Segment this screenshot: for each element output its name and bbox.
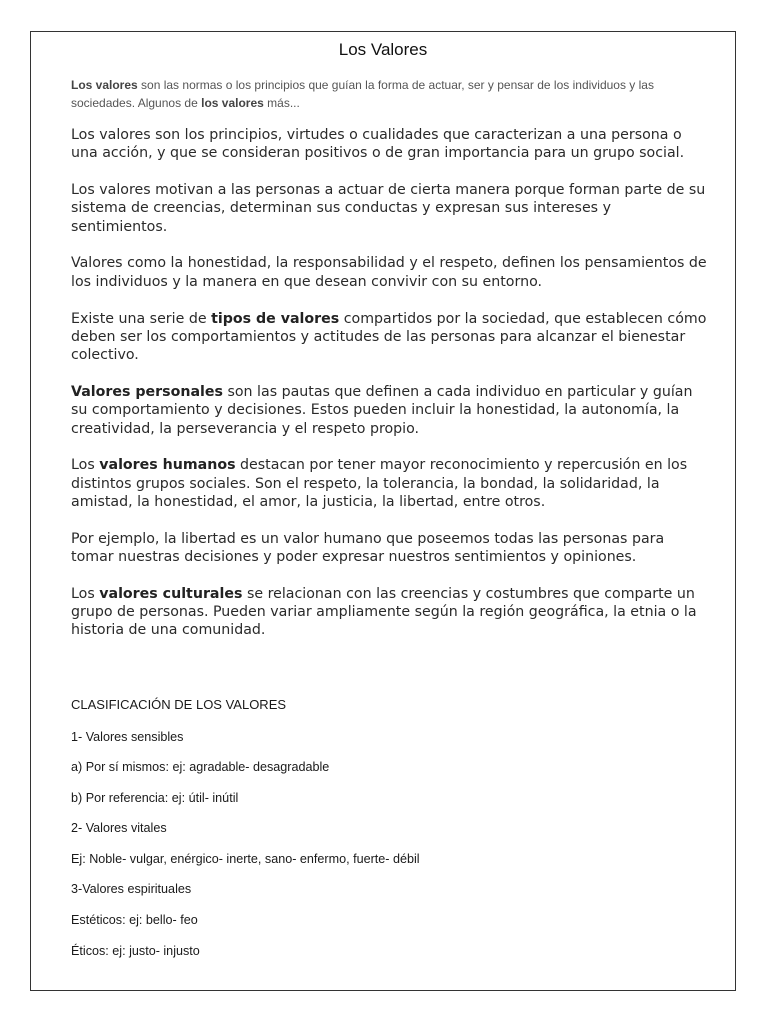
intro-bold-term: Los valores [71, 78, 138, 92]
intro-bold-term: los valores [201, 96, 264, 110]
paragraph-text: Los valores motivan a las personas a actuar de cierta manera porque forman parte de su sistema de creencias, determinan sus conductas y expresan sus intereses y sentimientos. [71, 182, 706, 235]
paragraph-types [71, 310, 707, 365]
bold-term: valores culturales [99, 585, 243, 602]
bold-term: valores humanos [99, 457, 236, 474]
paragraph-text: se relacionan con las creencias y costumbres que comparte un grupo de personas. Pueden variar ampliamente según la región geográfica, la etnia o la historia de una comunidad. [71, 585, 697, 639]
document-page [30, 31, 736, 991]
classification-item: Ej: Noble- vulgar, enérgico- inerte, sano- enfermo, fuerte- débil [71, 851, 420, 866]
paragraph-examples [71, 254, 707, 291]
bold-term: Valores personales [71, 383, 223, 400]
bold-term: tipos de valores [211, 310, 340, 327]
paragraph-human-values [71, 456, 707, 511]
classification-item: 1- Valores sensibles [71, 729, 184, 744]
classification-item: Éticos: ej: justo- injusto [71, 943, 200, 958]
intro-summary [71, 76, 701, 112]
paragraph-cultural-values [71, 585, 707, 640]
paragraph-freedom-example [71, 530, 707, 567]
paragraph-text: son las pautas que definen a cada individuo en particular y guían su comportamiento y decisiones. Estos pueden incluir la honestidad, la autonomía, la creatividad, la perseverancia y el respeto propio. [71, 383, 693, 437]
classification-heading: CLASIFICACIÓN DE LOS VALORES [71, 697, 287, 712]
classification-list [71, 697, 691, 973]
classification-item: Estéticos: ej: bello- feo [71, 913, 198, 928]
paragraph-text: Los [71, 585, 100, 602]
article-body [71, 126, 707, 658]
classification-item: a) Por sí mismos: ej: agradable- desagradable [71, 760, 330, 775]
paragraph-text: Valores como la honestidad, la responsabilidad y el respeto, definen los pensamientos de los individuos y la manera en que desean convivir con su entorno. [71, 255, 707, 290]
page-title: Los Valores [338, 40, 428, 59]
paragraph-text: Los valores son los principios, virtudes o cualidades que caracterizan a una persona o una acción, y que se consideran positivos o de gran importancia para un grupo social. [71, 127, 685, 162]
paragraph-text: destacan por tener mayor reconocimiento y repercusión en los distintos grupos sociales. Son el respeto, la tolerancia, la bondad, la solidaridad, la amistad, la honestidad, el amor, la justicia, la libertad, entre otros. [71, 457, 688, 510]
paragraph-personal-values [71, 383, 707, 438]
classification-item: 3-Valores espirituales [71, 882, 192, 897]
classification-item: b) Por referencia: ej: útil- inútil [71, 790, 239, 805]
classification-item: 2- Valores vitales [71, 821, 167, 836]
paragraph-motivation [71, 181, 707, 236]
paragraph-definition [71, 126, 707, 163]
intro-text: más... [263, 96, 300, 110]
paragraph-text: Los [71, 457, 100, 474]
paragraph-text: Por ejemplo, la libertad es un valor humano que poseemos todas las personas para tomar nuestras decisiones y poder expresar nuestros sentimientos y opiniones. [71, 530, 665, 566]
paragraph-text: compartidos por la sociedad, que establecen cómo deben ser los comportamientos y actitudes de las personas para alcanzar el bienestar colectivo. [71, 310, 707, 364]
paragraph-text: Existe una serie de [71, 310, 212, 327]
intro-text: son las normas o los principios que guían la forma de actuar, ser y pensar de los individuos y las sociedades. Algunos de [71, 78, 654, 110]
